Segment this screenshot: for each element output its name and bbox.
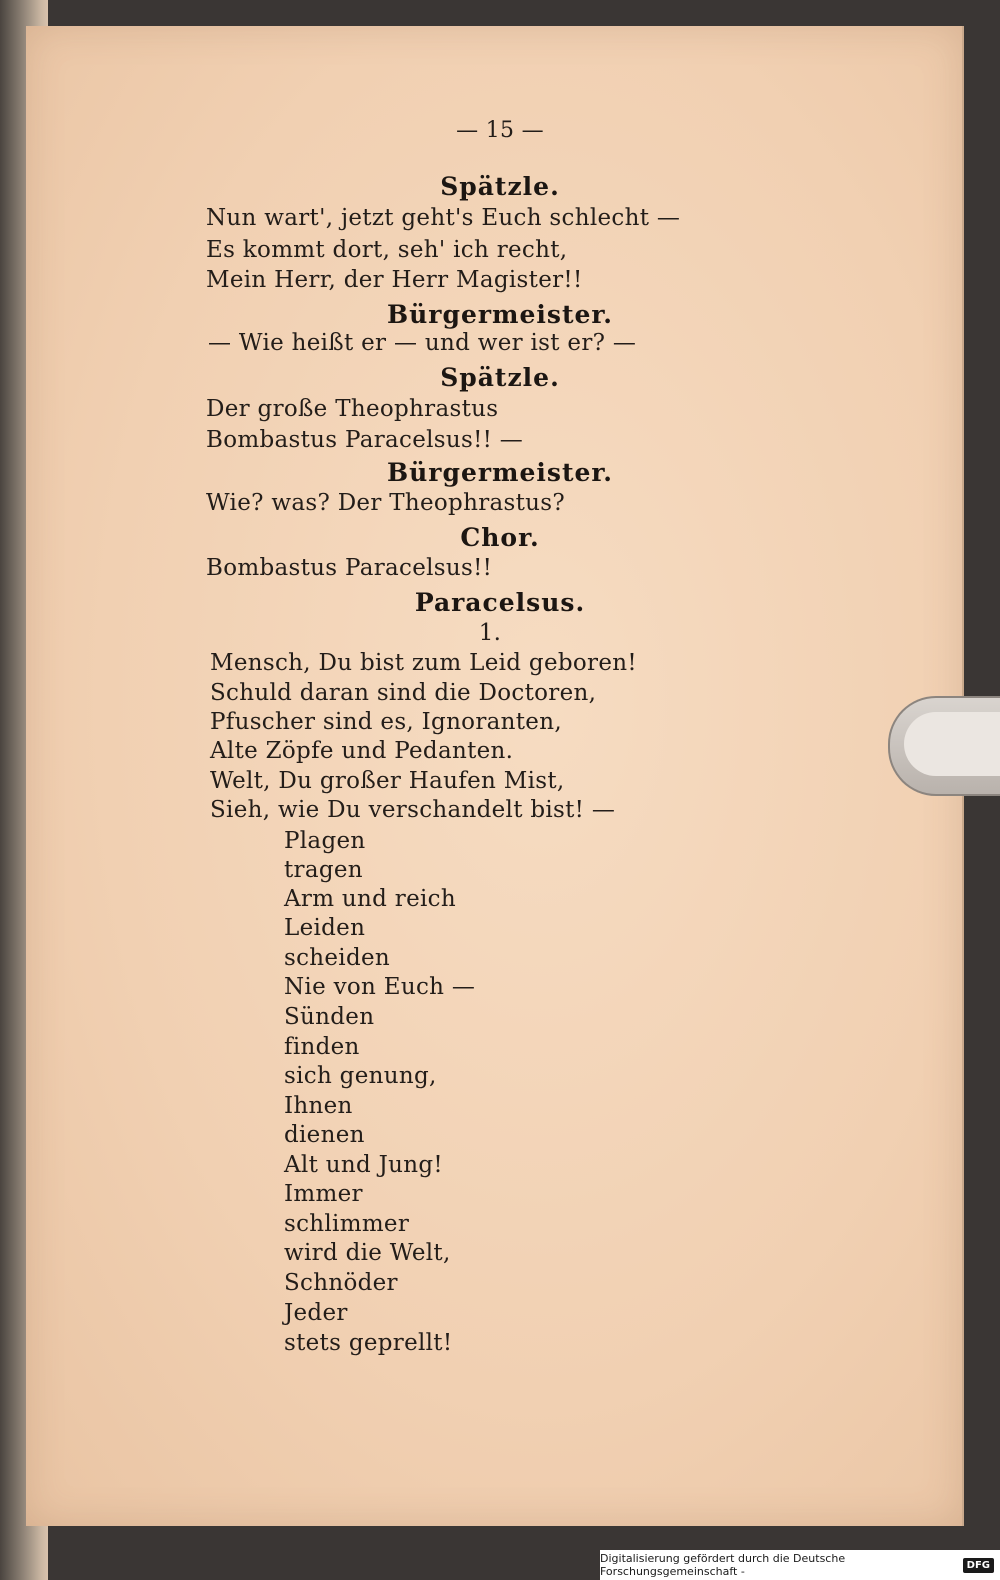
- indented-line: finden: [284, 1034, 360, 1060]
- digitization-footer: [600, 1550, 1000, 1580]
- indented-line: dienen: [284, 1122, 365, 1148]
- footer-text: Digitalisierung gefördert durch die Deutsche Forschungsgemeinschaft -: [600, 1552, 846, 1578]
- speaker-heading: Spätzle.: [440, 172, 560, 201]
- indented-line: Ihnen: [284, 1093, 353, 1119]
- indented-line: wird die Welt,: [284, 1240, 451, 1266]
- dfg-logo: DFG: [963, 1558, 994, 1573]
- indented-line: Nie von Euch —: [284, 974, 476, 1000]
- page-clip: [888, 696, 1000, 796]
- text-line: Mein Herr, der Herr Magister!!: [206, 267, 583, 293]
- verse-number: 1.: [478, 620, 502, 646]
- speaker-heading: Bürgermeister.: [387, 458, 613, 487]
- verse-line: Pfuscher sind es, Ignoranten,: [210, 709, 562, 735]
- indented-line: scheiden: [284, 945, 391, 971]
- indented-line: Plagen: [284, 828, 366, 854]
- speaker-heading: Bürgermeister.: [387, 300, 613, 329]
- verse-line: Mensch, Du bist zum Leid geboren!: [210, 650, 637, 676]
- verse-line: Welt, Du großer Haufen Mist,: [210, 768, 565, 794]
- indented-line: Leiden: [284, 915, 366, 941]
- indented-line: tragen: [284, 857, 363, 883]
- indented-line: Sünden: [284, 1004, 375, 1030]
- text-line: Der große Theophrastus: [206, 396, 499, 422]
- verse-line: Schuld daran sind die Doctoren,: [210, 680, 597, 706]
- speaker-heading: Chor.: [460, 523, 540, 552]
- text-line: Wie? was? Der Theophrastus?: [206, 490, 565, 516]
- speaker-heading: Spätzle.: [440, 363, 560, 392]
- verse-line: Alte Zöpfe und Pedanten.: [210, 738, 514, 764]
- indented-line: schlimmer: [284, 1211, 410, 1237]
- text-line: Bombastus Paracelsus!!: [206, 555, 493, 581]
- indented-line: Jeder: [284, 1300, 348, 1326]
- text-line: Bombastus Paracelsus!! —: [206, 427, 524, 453]
- indented-line: stets geprellt!: [284, 1330, 453, 1356]
- text-line: Nun wart', jetzt geht's Euch schlecht —: [206, 205, 681, 231]
- speaker-heading: Paracelsus.: [414, 588, 586, 617]
- indented-line: Arm und reich: [284, 886, 456, 912]
- indented-line: Alt und Jung!: [284, 1152, 443, 1178]
- indented-line: sich genung,: [284, 1063, 437, 1089]
- page-number: — 15 —: [456, 118, 544, 143]
- text-line: — Wie heißt er — und wer ist er? —: [208, 330, 637, 356]
- text-line: Es kommt dort, seh' ich recht,: [206, 237, 568, 263]
- indented-line: Schnöder: [284, 1270, 398, 1296]
- indented-line: Immer: [284, 1181, 363, 1207]
- verse-line: Sieh, wie Du verschandelt bist! —: [210, 797, 616, 823]
